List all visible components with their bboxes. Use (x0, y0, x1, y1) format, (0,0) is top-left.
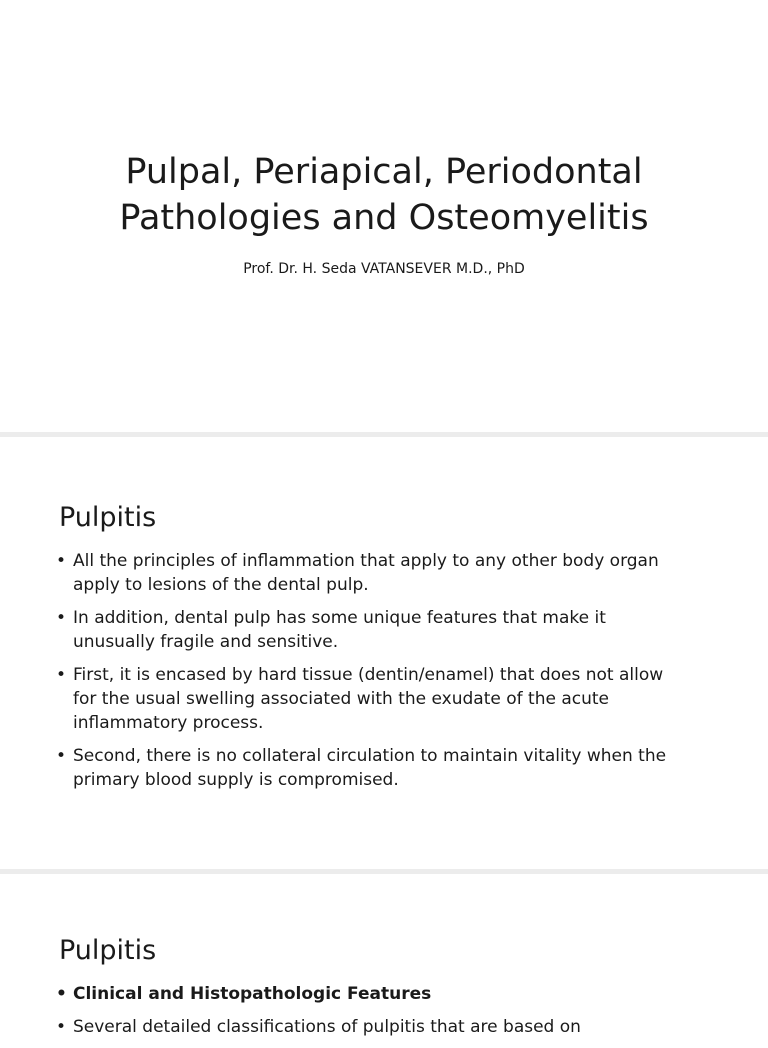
bullet-line: • Clinical and Histopathologic Features (73, 984, 432, 1004)
bullet-line: for the usual swelling associated with the exudate of the acute (73, 689, 609, 709)
bullet-item-bold (56, 982, 716, 1006)
bullet-line: • First, it is encased by hard tissue (dentin/enamel) that does not allow (73, 665, 664, 685)
slide-heading: Pulpitis (59, 502, 157, 534)
bullet-item (56, 663, 716, 735)
content-slide-pulpitis-features (0, 874, 768, 1037)
bullet-item (56, 1015, 716, 1039)
presentation-title (40, 149, 728, 241)
bullet-item (56, 549, 716, 597)
bullet-line: • Second, there is no collateral circulation to maintain vitality when the (73, 746, 667, 766)
bullet-line: • All the principles of inflammation that apply to any other body organ (73, 551, 659, 571)
bullet-line: unusually fragile and sensitive. (73, 632, 339, 652)
bullet-list (56, 982, 716, 1048)
bullet-line: apply to lesions of the dental pulp. (73, 575, 369, 595)
title-line: Pulpal, Periapical, Periodontal (125, 152, 643, 193)
bullet-item (56, 606, 716, 654)
bullet-line: • Several detailed classifications of pulpitis that are based on (73, 1017, 581, 1037)
bullet-line: primary blood supply is compromised. (73, 770, 399, 790)
bullet-line: inflammatory process. (73, 713, 264, 733)
content-slide-pulpitis (0, 437, 768, 869)
bullet-list (56, 549, 716, 801)
title-line: Pathologies and Osteomyelitis (119, 198, 649, 239)
title-slide (0, 0, 768, 432)
bullet-item (56, 744, 716, 792)
bullet-line: • In addition, dental pulp has some unique features that make it (73, 608, 606, 628)
presenter-name: Prof. Dr. H. Seda VATANSEVER M.D., PhD (243, 261, 525, 277)
slide-heading: Pulpitis (59, 935, 157, 967)
